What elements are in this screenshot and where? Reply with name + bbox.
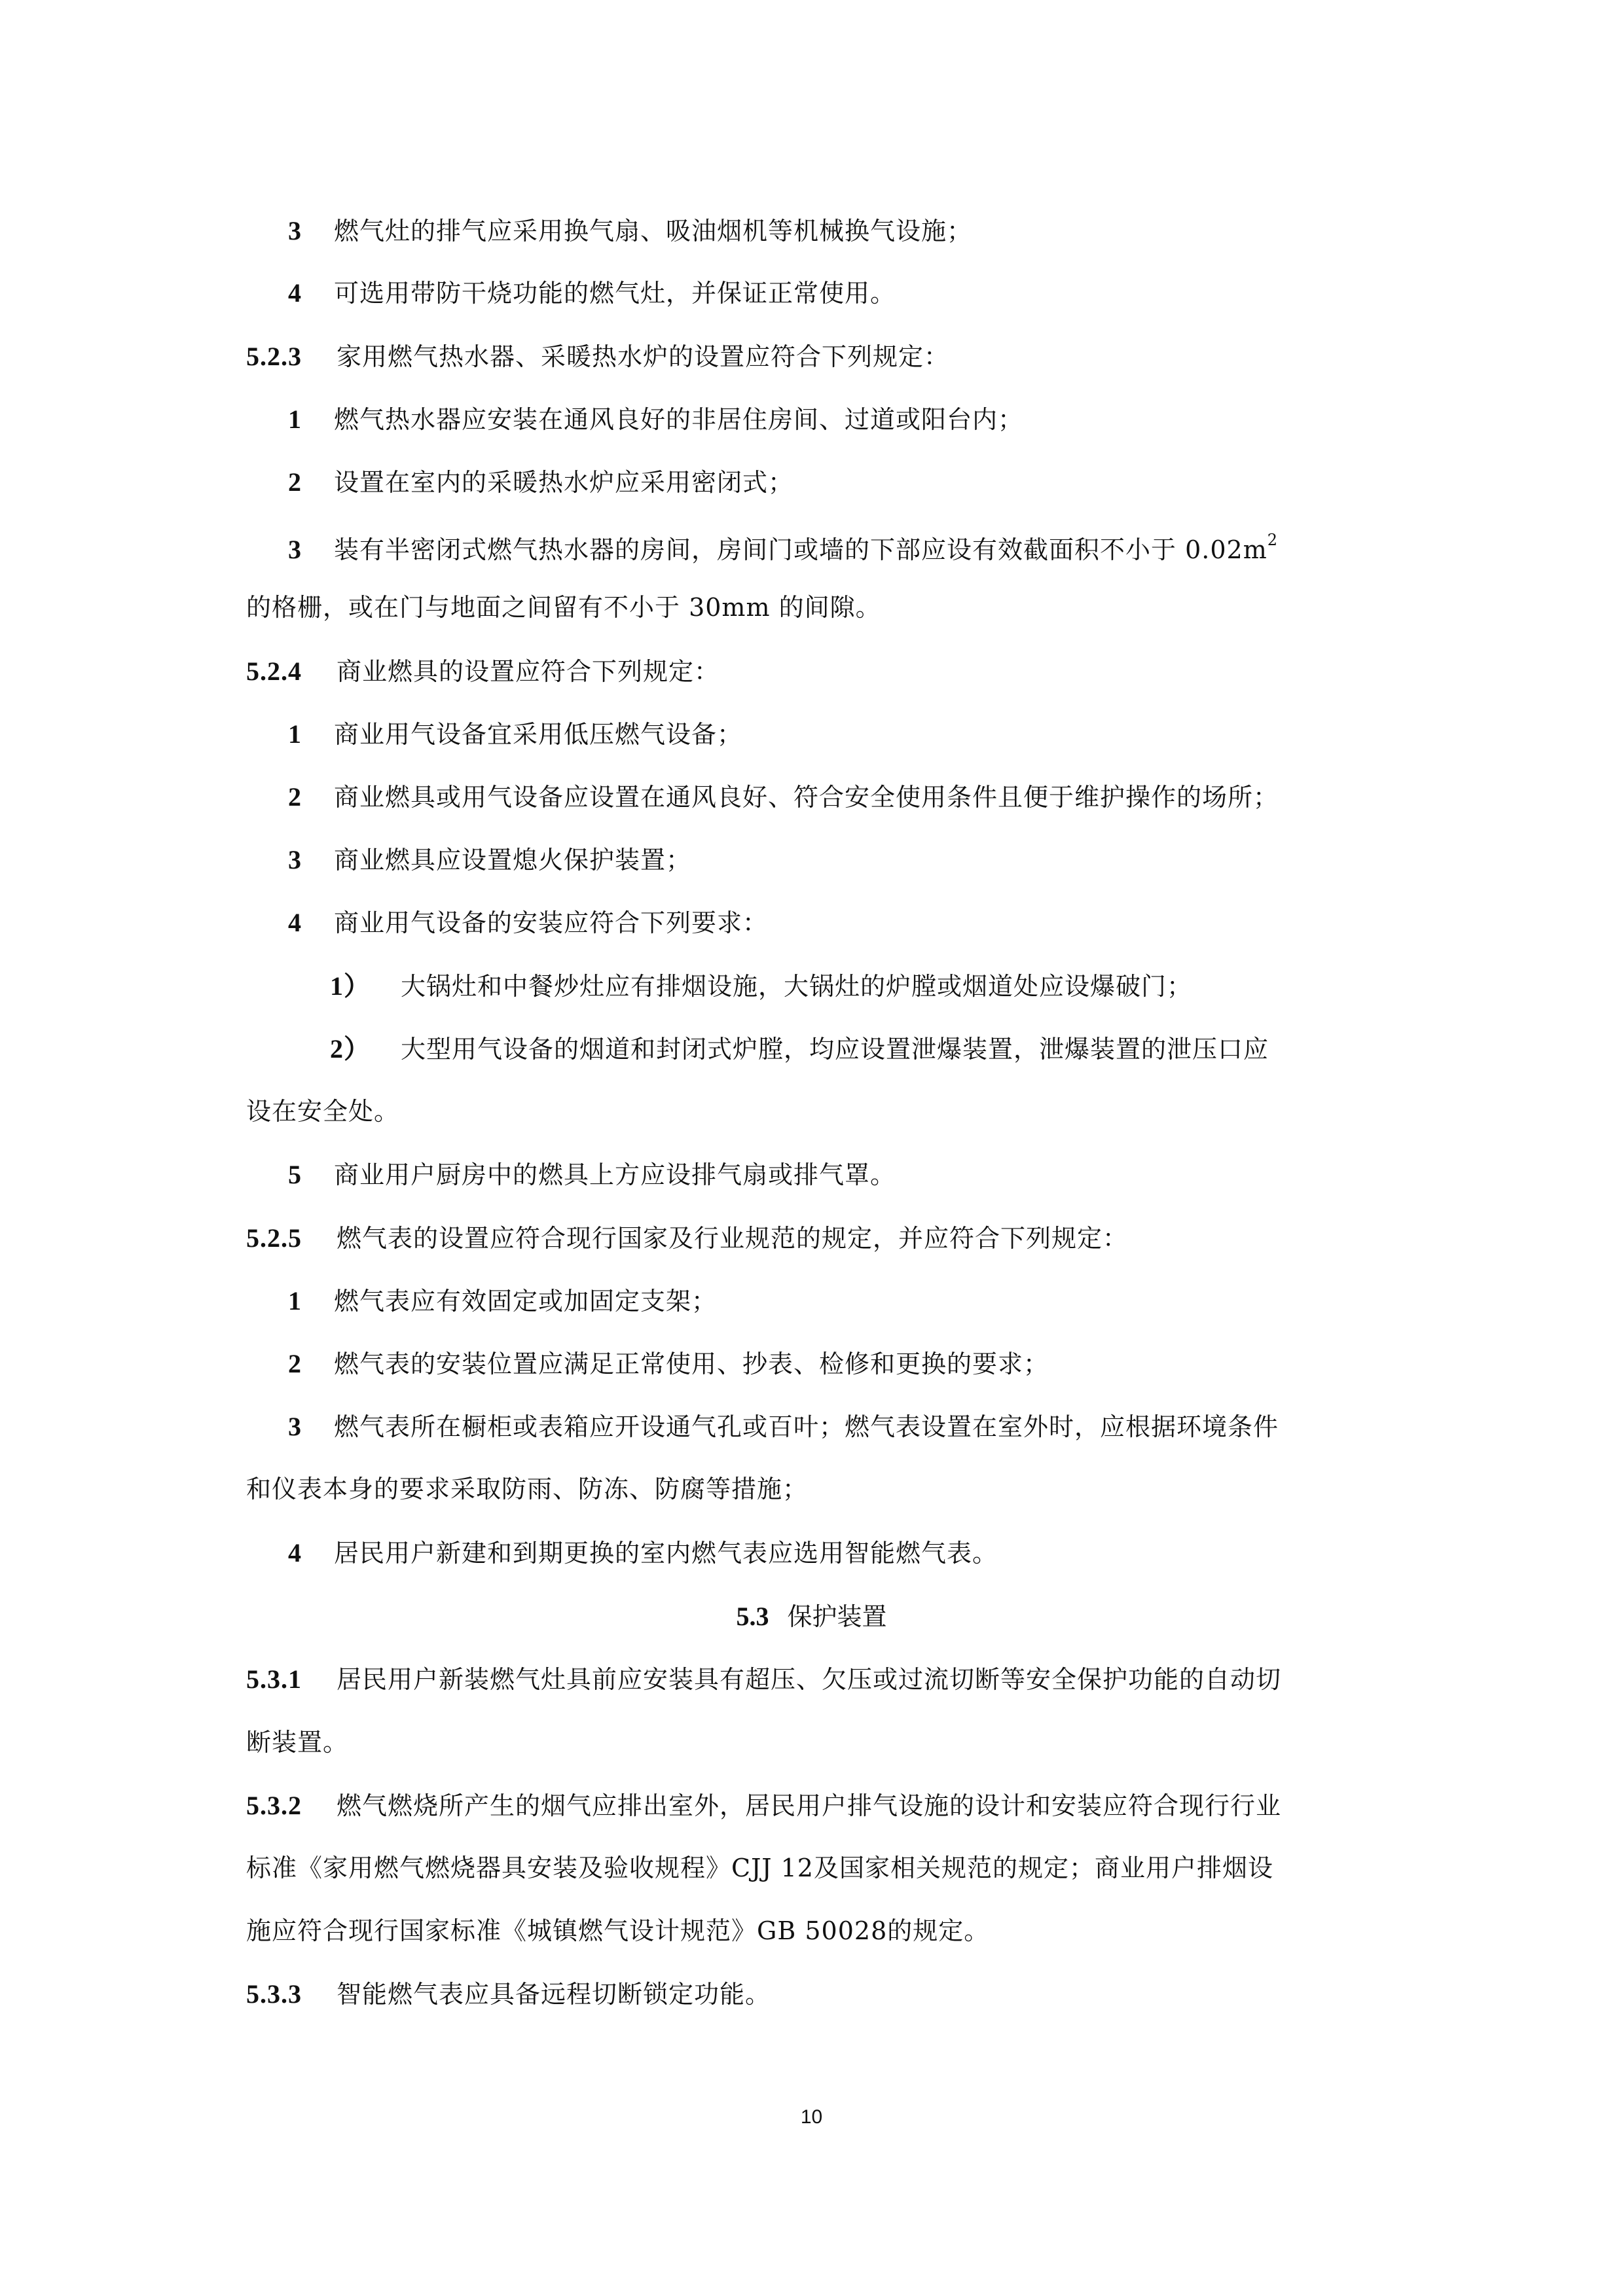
clause-number: 5.2.5: [246, 1223, 302, 1253]
list-item: [288, 1414, 1279, 1440]
list-item: [288, 910, 768, 936]
continuation-line: [246, 1099, 399, 1124]
item-text: 燃气表的安装位置应满足正常使用、抄表、检修和更换的要求；: [334, 1350, 1049, 1378]
list-item: [288, 1540, 998, 1566]
clause-heading: [246, 344, 949, 370]
item-text: 燃气表应有效固定或加固定支架；: [334, 1287, 718, 1316]
item-number: 1: [288, 719, 302, 749]
clause-number: 5.3.1: [246, 1664, 302, 1694]
list-item: [288, 532, 1278, 563]
sub-item: [330, 1036, 1269, 1062]
item-text: 大型用气设备的烟道和封闭式炉膛，均应设置泄爆装置，泄爆装置的泄压口应: [401, 1035, 1269, 1064]
item-text: 装有半密闭式燃气热水器的房间，房间门或墙的下部应设有效截面积不小于 0.02m: [334, 535, 1267, 564]
sub-item: [330, 973, 1192, 999]
item-number: 5: [288, 1160, 302, 1189]
item-number: 4: [288, 278, 302, 308]
clause-heading: [246, 1981, 771, 2007]
item-number: 2: [288, 1349, 302, 1378]
item-text: 大锅灶和中餐炒灶应有排烟设施，大锅灶的炉膛或烟道处应设爆破门；: [401, 972, 1193, 1001]
clause-heading: [246, 1666, 1281, 1693]
item-text: 施应符合现行国家标准《城镇燃气设计规范》GB 50028的规定。: [246, 1916, 990, 1945]
item-text: 燃气表所在橱柜或表箱应开设通气孔或百叶；燃气表设置在室外时，应根据环境条件: [334, 1412, 1279, 1441]
clause-heading: [246, 1793, 1281, 1819]
section-title: 保护装置: [787, 1602, 887, 1631]
continuation-line: [246, 1477, 808, 1501]
list-item: [288, 1351, 1049, 1377]
list-item: [288, 1288, 717, 1314]
item-number: 4: [288, 1538, 302, 1568]
list-item: [288, 1162, 896, 1188]
section-number: 5.3: [736, 1602, 769, 1631]
item-number: 3: [288, 535, 302, 564]
clause-text: 燃气表的设置应符合现行国家及行业规范的规定，并应符合下列规定：: [337, 1224, 1129, 1253]
item-text: 的格栅，或在门与地面之间留有不小于 30mm 的间隙。: [246, 593, 881, 622]
item-number: 1: [288, 1286, 302, 1316]
continuation-line: [246, 1856, 1273, 1880]
clause-number: 5.3.2: [246, 1791, 302, 1820]
item-text: 燃气灶的排气应采用换气扇、吸油烟机等机械换气设施；: [334, 217, 973, 245]
item-text: 商业燃具或用气设备应设置在通风良好、符合安全使用条件且便于维护操作的场所；: [334, 783, 1279, 812]
item-number: 2: [288, 467, 302, 497]
item-number: 1: [288, 404, 302, 434]
list-item: [288, 721, 742, 747]
continuation-line: [246, 595, 881, 620]
clause-text: 居民用户新装燃气灶具前应安装具有超压、欠压或过流切断等安全保护功能的自动切: [337, 1665, 1282, 1694]
item-text: 商业燃具应设置熄火保护装置；: [334, 846, 692, 874]
continuation-line: [246, 1918, 989, 1943]
list-item: [288, 406, 1023, 433]
item-text: 商业用气设备宜采用低压燃气设备；: [334, 720, 743, 749]
clause-heading: [246, 1225, 1128, 1251]
list-item: [288, 218, 972, 244]
list-item: [288, 280, 896, 306]
item-number: 3: [288, 216, 302, 245]
item-number: 4: [288, 908, 302, 937]
continuation-line: [246, 1730, 348, 1755]
clause-number: 5.2.3: [246, 342, 302, 371]
item-text: 设置在室内的采暖热水炉应采用密闭式；: [334, 468, 794, 497]
clause-text: 商业燃具的设置应符合下列规定：: [337, 657, 720, 686]
section-heading: [0, 1604, 1623, 1630]
clause-number: 5.2.4: [246, 656, 302, 686]
item-text: 商业用户厨房中的燃具上方应设排气扇或排气罩。: [334, 1160, 896, 1189]
superscript: 2: [1267, 531, 1279, 549]
clause-heading: [246, 658, 720, 685]
clause-text: 燃气燃烧所产生的烟气应排出室外，居民用户排气设施的设计和安装应符合现行行业: [337, 1791, 1282, 1820]
item-number: 2: [288, 782, 302, 812]
sub-item-number: 2）: [330, 1034, 371, 1064]
item-text: 设在安全处。: [246, 1097, 400, 1126]
item-text: 和仪表本身的要求采取防雨、防冻、防腐等措施；: [246, 1475, 809, 1503]
clause-text: 智能燃气表应具备远程切断锁定功能。: [337, 1980, 771, 2009]
list-item: [288, 847, 691, 873]
item-text: 断装置。: [246, 1728, 349, 1757]
item-number: 3: [288, 845, 302, 874]
item-text: 商业用气设备的安装应符合下列要求：: [334, 908, 769, 937]
item-text: 标准《家用燃气燃烧器具安装及验收规程》CJJ 12及国家相关规范的规定；商业用户排烟设: [246, 1854, 1273, 1882]
clause-number: 5.3.3: [246, 1979, 302, 2009]
item-text: 居民用户新建和到期更换的室内燃气表应选用智能燃气表。: [334, 1539, 998, 1568]
list-item: [288, 469, 793, 495]
page-number: 10: [800, 2106, 823, 2128]
sub-item-number: 1）: [330, 971, 371, 1001]
item-number: 3: [288, 1412, 302, 1441]
list-item: [288, 784, 1279, 810]
item-text: 燃气热水器应安装在通风良好的非居住房间、过道或阳台内；: [334, 405, 1024, 434]
clause-text: 家用燃气热水器、采暖热水炉的设置应符合下列规定：: [337, 342, 950, 371]
item-text: 可选用带防干烧功能的燃气灶，并保证正常使用。: [334, 279, 896, 308]
